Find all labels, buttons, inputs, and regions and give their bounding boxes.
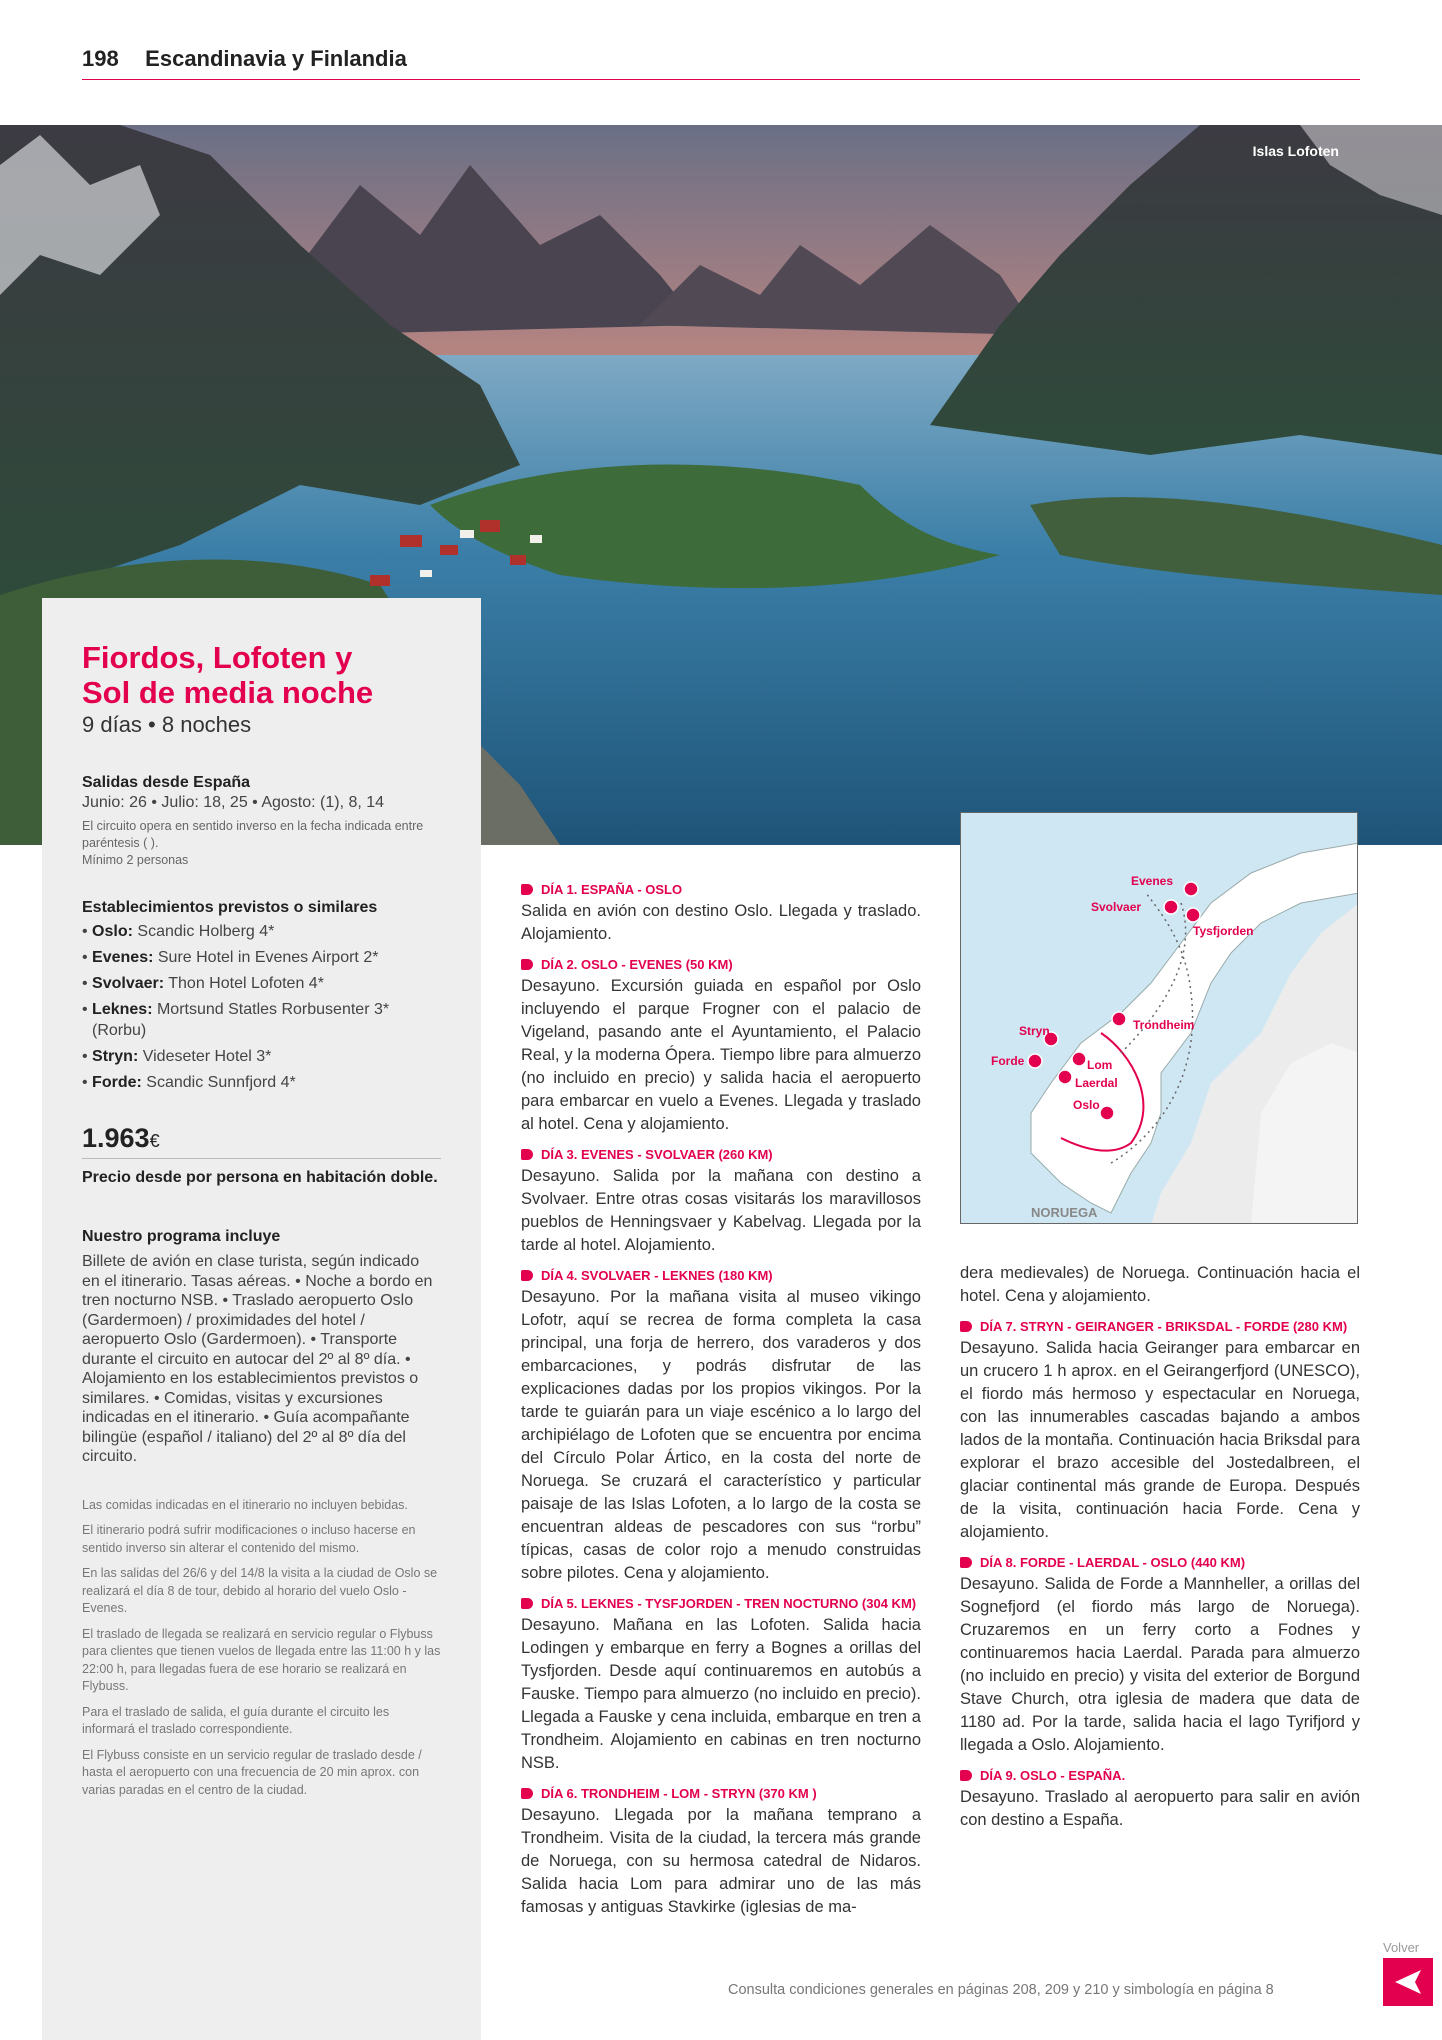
note: El itinerario podrá sufrir modificaciones o incluso hacerse en sentido inverso sin alterar el contenido del mismo.	[82, 1523, 416, 1555]
tag-icon	[960, 1770, 972, 1781]
tag-icon	[521, 884, 533, 895]
city-marker-trondheim	[1112, 1012, 1126, 1026]
day-text: Desayuno. Salida por la mañana con destino a Svolvaer. Entre otras cosas visitarás los maravillosos pueblos de Henningsvaer y Kabelvag. Llegada por la tarde al hotel. Alojamiento.	[521, 1167, 921, 1254]
price-note: Precio desde por persona en habitación doble.	[82, 1169, 438, 1186]
hotel-item: • Evenes: Sure Hotel in Evenes Airport 2*	[82, 949, 379, 966]
hotel-item: • Svolvaer: Thon Hotel Lofoten 4*	[82, 975, 324, 992]
trip-title	[82, 640, 441, 710]
map-label-forde: Forde	[991, 1054, 1025, 1068]
city-marker-lom	[1072, 1052, 1086, 1066]
back-label[interactable]: Volver	[1383, 1940, 1420, 1955]
day-heading	[521, 1266, 921, 1286]
day-text: Salida en avión con destino Oslo. Llegada y traslado. Alojamiento.	[521, 902, 921, 943]
page-header	[82, 46, 1360, 80]
day-title: DÍA 8. FORDE - LAERDAL - OSLO (440 KM)	[980, 1555, 1246, 1570]
day-text: Desayuno. Excursión guiada en español por Oslo incluyendo el parque Frogner con el palacio de Vigeland, pasando ante el Ayuntamiento, el Palacio Real, y la moderna Ópera. Tiempo libre para almuerzo (no incluido en precio) y salida hacia el aeropuerto para embarcar en vuelo a Evenes. Llegada y traslado al hotel. Cena y alojamiento.	[521, 977, 921, 1133]
tag-icon	[521, 959, 533, 970]
departures-heading: Salidas desde España	[82, 774, 251, 791]
city-marker-svolvaer	[1164, 900, 1178, 914]
note: El traslado de llegada se realizará en servicio regular o Flybuss para clientes que tienen vuelos de llegada entre las 11:00 h y las 22:00 h, para llegadas fuera de ese horario se realizará en Flybuss.	[82, 1626, 441, 1693]
day-text: Desayuno. Llegada por la mañana temprano a Trondheim. Visita de la ciudad, la tercera más grande de Noruega, con su hermosa catedral de Nidaros. Salida hacia Lom para admirar uno de las más famosas y antiguas Stavkirke (iglesias de ma-	[521, 1806, 921, 1916]
note: Las comidas indicadas en el itinerario no incluyen bebidas.	[82, 1497, 408, 1512]
city-marker-forde	[1028, 1054, 1042, 1068]
trip-summary-panel	[42, 598, 481, 2040]
tag-icon	[960, 1557, 972, 1568]
itinerary-column-1	[521, 880, 921, 1919]
day-title: DÍA 5. LEKNES - TYSFJORDEN - TREN NOCTURNO (304 KM)	[541, 1596, 917, 1611]
hotel-item: • Leknes: Mortsund Statles Rorbusenter 3* (Rorbu)	[82, 1001, 390, 1039]
hotel-name: Sure Hotel in Evenes Airport 2*	[157, 949, 379, 966]
note: Para el traslado de salida, el guía durante el circuito les informará el traslado correspondiente.	[82, 1704, 390, 1736]
hotels-heading: Establecimientos previstos o similares	[82, 899, 378, 916]
route-map	[960, 812, 1358, 1224]
day-text: Desayuno. Salida hacia Geiranger para embarcar en un crucero 1 h aprox. en el Geirangerfjord (UNESCO), el fiordo más hermoso y espectacular en Noruega, con las innumerables cascadas bajando a ambos lados de la montaña. Continuación hacia Briksdal para explorar el brazo accesible del Jostedalbreen, el glaciar continental más grande de Europa. Después de la visita, continuación hacia Forde. Cena y alojamiento.	[960, 1339, 1360, 1541]
hotels-list	[82, 921, 441, 1093]
day-title: DÍA 9. OSLO - ESPAÑA.	[980, 1768, 1126, 1783]
day-heading	[521, 955, 921, 975]
norway-route-map	[961, 813, 1358, 1224]
day-heading	[521, 1594, 921, 1614]
trip-duration: 9 días • 8 noches	[82, 712, 252, 737]
day-text: Desayuno. Traslado al aeropuerto para salir en avión con destino a España.	[960, 1788, 1360, 1829]
price-value: 1.963	[82, 1123, 150, 1153]
trip-title-line2: Sol de media noche	[82, 675, 374, 710]
hero-caption: Islas Lofoten	[1252, 143, 1339, 159]
hotel-name: Scandic Holberg 4*	[137, 923, 275, 940]
map-label-trondheim: Trondheim	[1133, 1018, 1195, 1032]
day-text-continuation: dera medievales) de Noruega. Continuación hacia el hotel. Cena y alojamiento.	[960, 1264, 1360, 1305]
price-currency: €	[149, 1131, 160, 1151]
day-title: DÍA 4. SVOLVAER - LEKNES (180 KM)	[541, 1268, 773, 1283]
day-heading	[521, 1145, 921, 1165]
day-title: DÍA 3. EVENES - SVOLVAER (260 KM)	[541, 1147, 773, 1162]
day-text: Desayuno. Por la mañana visita al museo vikingo Lofotr, aquí se recrea de forma completa la casa principal, una forja de herrero, dos varaderos y dos embarcaciones, y podrás disfrutar de las explicaciones dadas por los propios vikingos. Por la tarde te guiarán para un viaje escénico a lo largo del archipiélago de Lofoten que se encuentra por encima del Círculo Polar Ártico, en la costa del norte de Noruega. Se cruzará el característico y particular paisaje de las Islas Lofoten, a lo largo de la costa se encuentran aldeas de pescadores con sus “rorbu” típicas, casas de color rojo a menudo construidas sobre pilotes. Cena y alojamiento.	[521, 1288, 921, 1582]
day-heading	[521, 1784, 921, 1804]
hotel-name: Mortsund Statles Rorbusenter 3* (Rorbu)	[92, 1001, 390, 1039]
tag-icon	[521, 1149, 533, 1160]
map-label-tysfjorden: Tysfjorden	[1193, 924, 1254, 938]
hotel-city: Forde:	[92, 1074, 142, 1091]
day-title: DÍA 6. TRONDHEIM - LOM - STRYN (370 KM )	[541, 1786, 817, 1801]
page-number: 198	[82, 46, 119, 71]
hotel-city: Stryn:	[92, 1048, 139, 1065]
departures-note: El circuito opera en sentido inverso en la fecha indicada entre paréntesis ( ).	[82, 819, 424, 850]
trip-title-line1: Fiordos, Lofoten y	[82, 640, 353, 675]
city-marker-oslo	[1100, 1106, 1114, 1120]
city-marker-tysfjorden	[1186, 908, 1200, 922]
hotel-city: Svolvaer:	[92, 975, 165, 992]
conditions-note: Consulta condiciones generales en páginas 208, 209 y 210 y simbología en página 8	[728, 1982, 1274, 1998]
day-title: DÍA 1. ESPAÑA - OSLO	[541, 882, 683, 897]
city-marker-evenes	[1184, 882, 1198, 896]
map-label-laerdal: Laerdal	[1075, 1076, 1118, 1090]
day-heading	[960, 1766, 1360, 1786]
tag-icon	[521, 1270, 533, 1281]
itinerary-column-2	[960, 1262, 1360, 1832]
tag-icon	[521, 1788, 533, 1799]
includes-text: Billete de avión en clase turista, según indicado en el itinerario. Tasas aéreas. • Noche a bordo en tren nocturno NSB. • Traslado aeropuerto Oslo (Gardermoen) / proximidades del hotel / aeropuerto Oslo (Gardermoen). • Transporte durante el circuito en autocar del 2º al 8º día. • Alojamiento en los establecimientos previstos o similares. • Comidas, visitas y excursiones indicadas en el itinerario. • Guía acompañante bilingüe (español / italiano) del 2º al 8º día del circuito.	[82, 1253, 433, 1465]
day-heading	[960, 1553, 1360, 1573]
day-title: DÍA 2. OSLO - EVENES (50 KM)	[541, 957, 733, 972]
hotel-item: • Stryn: Videseter Hotel 3*	[82, 1048, 272, 1065]
city-marker-laerdal	[1058, 1070, 1072, 1084]
back-button[interactable]	[1383, 1958, 1433, 2006]
tag-icon	[521, 1598, 533, 1609]
note: El Flybuss consiste en un servicio regular de traslado desde / hasta el aeropuerto con una frecuencia de 20 min aprox. con varias paradas en el centro de la ciudad.	[82, 1747, 422, 1797]
hotel-name: Scandic Sunnfjord 4*	[146, 1074, 296, 1091]
tag-icon	[960, 1321, 972, 1332]
day-text: Desayuno. Mañana en las Lofoten. Salida hacia Lodingen y embarque en ferry a Bognes a orillas del Tysfjorden. Desde aquí continuaremos en autobús a Fauske. Tiempo para almuerzo (no incluido en precio). Llegada a Fauske y cena incluida, embarque en tren a Trondheim. Alojamiento en cabinas en tren nocturno NSB.	[521, 1616, 921, 1772]
hotel-item: • Oslo: Scandic Holberg 4*	[82, 923, 275, 940]
map-label-oslo: Oslo	[1073, 1098, 1100, 1112]
map-label-stryn: Stryn	[1019, 1024, 1050, 1038]
back-arrow-icon	[1383, 1958, 1433, 2006]
day-heading	[960, 1317, 1360, 1337]
hotel-city: Evenes:	[92, 949, 154, 966]
hotel-item: • Forde: Scandic Sunnfjord 4*	[82, 1074, 296, 1091]
day-heading	[521, 880, 921, 900]
note: En las salidas del 26/6 y del 14/8 la visita a la ciudad de Oslo se realizará el día 8 de tour, debido al horario del vuelo Oslo - Evenes.	[82, 1566, 438, 1615]
day-text: Desayuno. Salida de Forde a Mannheller, a orillas del Sognefjord (el fiordo más largo de Noruega). Cruzaremos en un ferry corto a Fodnes y continuaremos hacia Laerdal. Parada para almuerzo (no incluido en precio) y visita del exterior de Borgund Stave Church, otra iglesia de madera que data de 1180 ad. Por la tarde, salida hacia el lago Tyrifjord y llegada a Oslo. Alojamiento.	[960, 1575, 1360, 1754]
hotel-name: Thon Hotel Lofoten 4*	[168, 975, 324, 992]
hotel-city: Oslo:	[92, 923, 133, 940]
departures-dates: Junio: 26 • Julio: 18, 25 • Agosto: (1), 8, 14	[82, 794, 385, 811]
includes-heading: Nuestro programa incluye	[82, 1228, 281, 1245]
map-country-label: NORUEGA	[1031, 1205, 1098, 1220]
hotel-city: Leknes:	[92, 1001, 153, 1018]
minimum-people-note: Mínimo 2 personas	[82, 853, 189, 867]
hotel-name: Videseter Hotel 3*	[142, 1048, 272, 1065]
day-title: DÍA 7. STRYN - GEIRANGER - BRIKSDAL - FORDE (280 KM)	[980, 1319, 1348, 1334]
notes	[82, 1497, 441, 1800]
price	[82, 1123, 441, 1159]
section-title: Escandinavia y Finlandia	[145, 46, 407, 71]
map-label-evenes: Evenes	[1131, 874, 1174, 888]
map-label-lom: Lom	[1087, 1058, 1113, 1072]
map-label-svolvaer: Svolvaer	[1091, 900, 1142, 914]
